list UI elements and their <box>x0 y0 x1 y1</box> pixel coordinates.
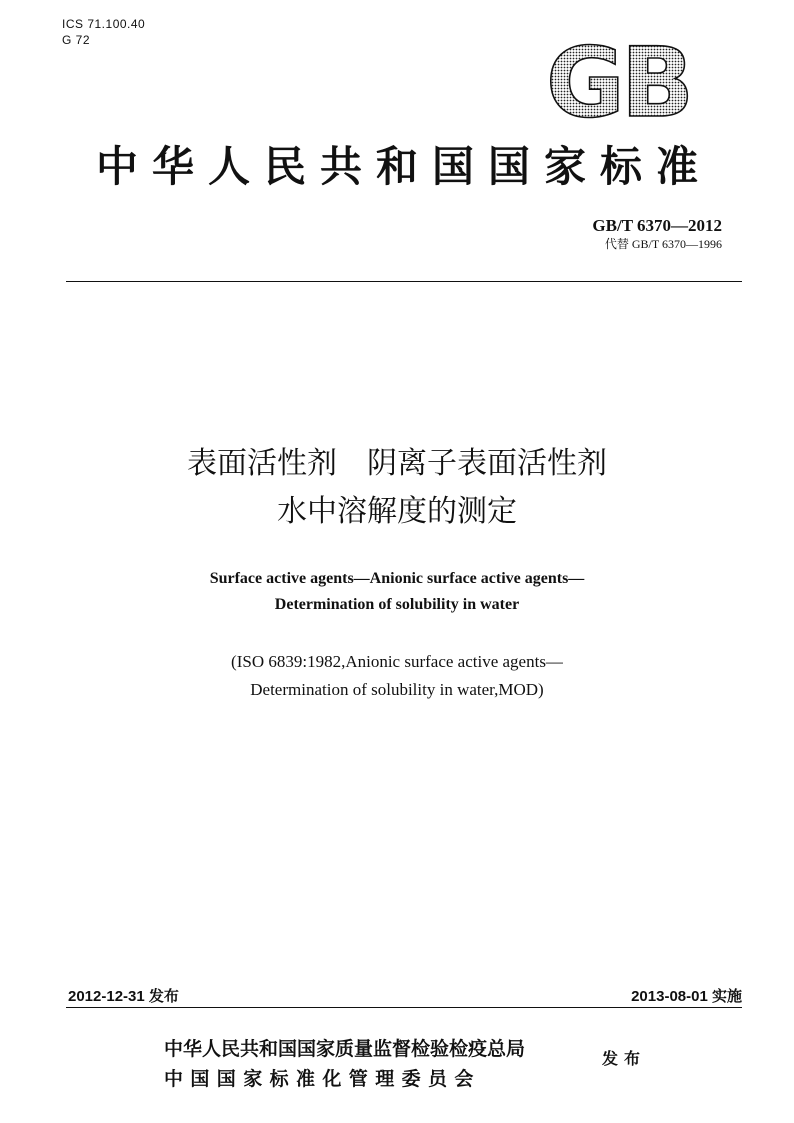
chinese-title <box>0 440 794 536</box>
chinese-title-line-2: 水中溶解度的测定 <box>277 494 517 529</box>
issuer-sac: 中国国家标准化管理委员会 <box>164 1068 481 1090</box>
iso-reference-line-2: Determination of solubility in water,MOD) <box>250 680 544 699</box>
ics-code: ICS 71.100.40 <box>62 17 146 31</box>
iso-reference-line-1: (ISO 6839:1982,Anionic surface active agents— <box>231 652 563 671</box>
standard-number: GB/T 6370—2012 <box>592 216 722 235</box>
national-standard-title: 中华人民共和国国家标准 <box>95 142 712 191</box>
issue-date: 2012-12-31 发布 <box>68 988 179 1005</box>
classification-codes <box>62 16 145 48</box>
english-title-line-1: Surface active agents—Anionic surface active agents— <box>209 570 585 587</box>
iso-reference <box>0 648 794 704</box>
standard-number-block <box>592 216 722 252</box>
english-title <box>0 566 794 618</box>
replaces-standard: 代替 GB/T 6370—1996 <box>604 237 722 251</box>
gb-logo-text: GB <box>546 36 690 122</box>
gb-logo <box>530 36 706 122</box>
publish-label: 发布 <box>602 1049 647 1068</box>
ccs-code: G 72 <box>62 33 91 47</box>
english-title-line-2: Determination of solubility in water <box>274 596 520 613</box>
header-divider <box>66 281 742 282</box>
issuing-authorities <box>164 1034 525 1094</box>
chinese-title-line-1: 表面活性剂 阴离子表面活性剂 <box>187 446 607 481</box>
footer-divider <box>66 1007 742 1008</box>
implementation-date: 2013-08-01 实施 <box>631 988 742 1005</box>
issuer-aqsiq: 中华人民共和国国家质量监督检验检疫总局 <box>164 1038 526 1060</box>
